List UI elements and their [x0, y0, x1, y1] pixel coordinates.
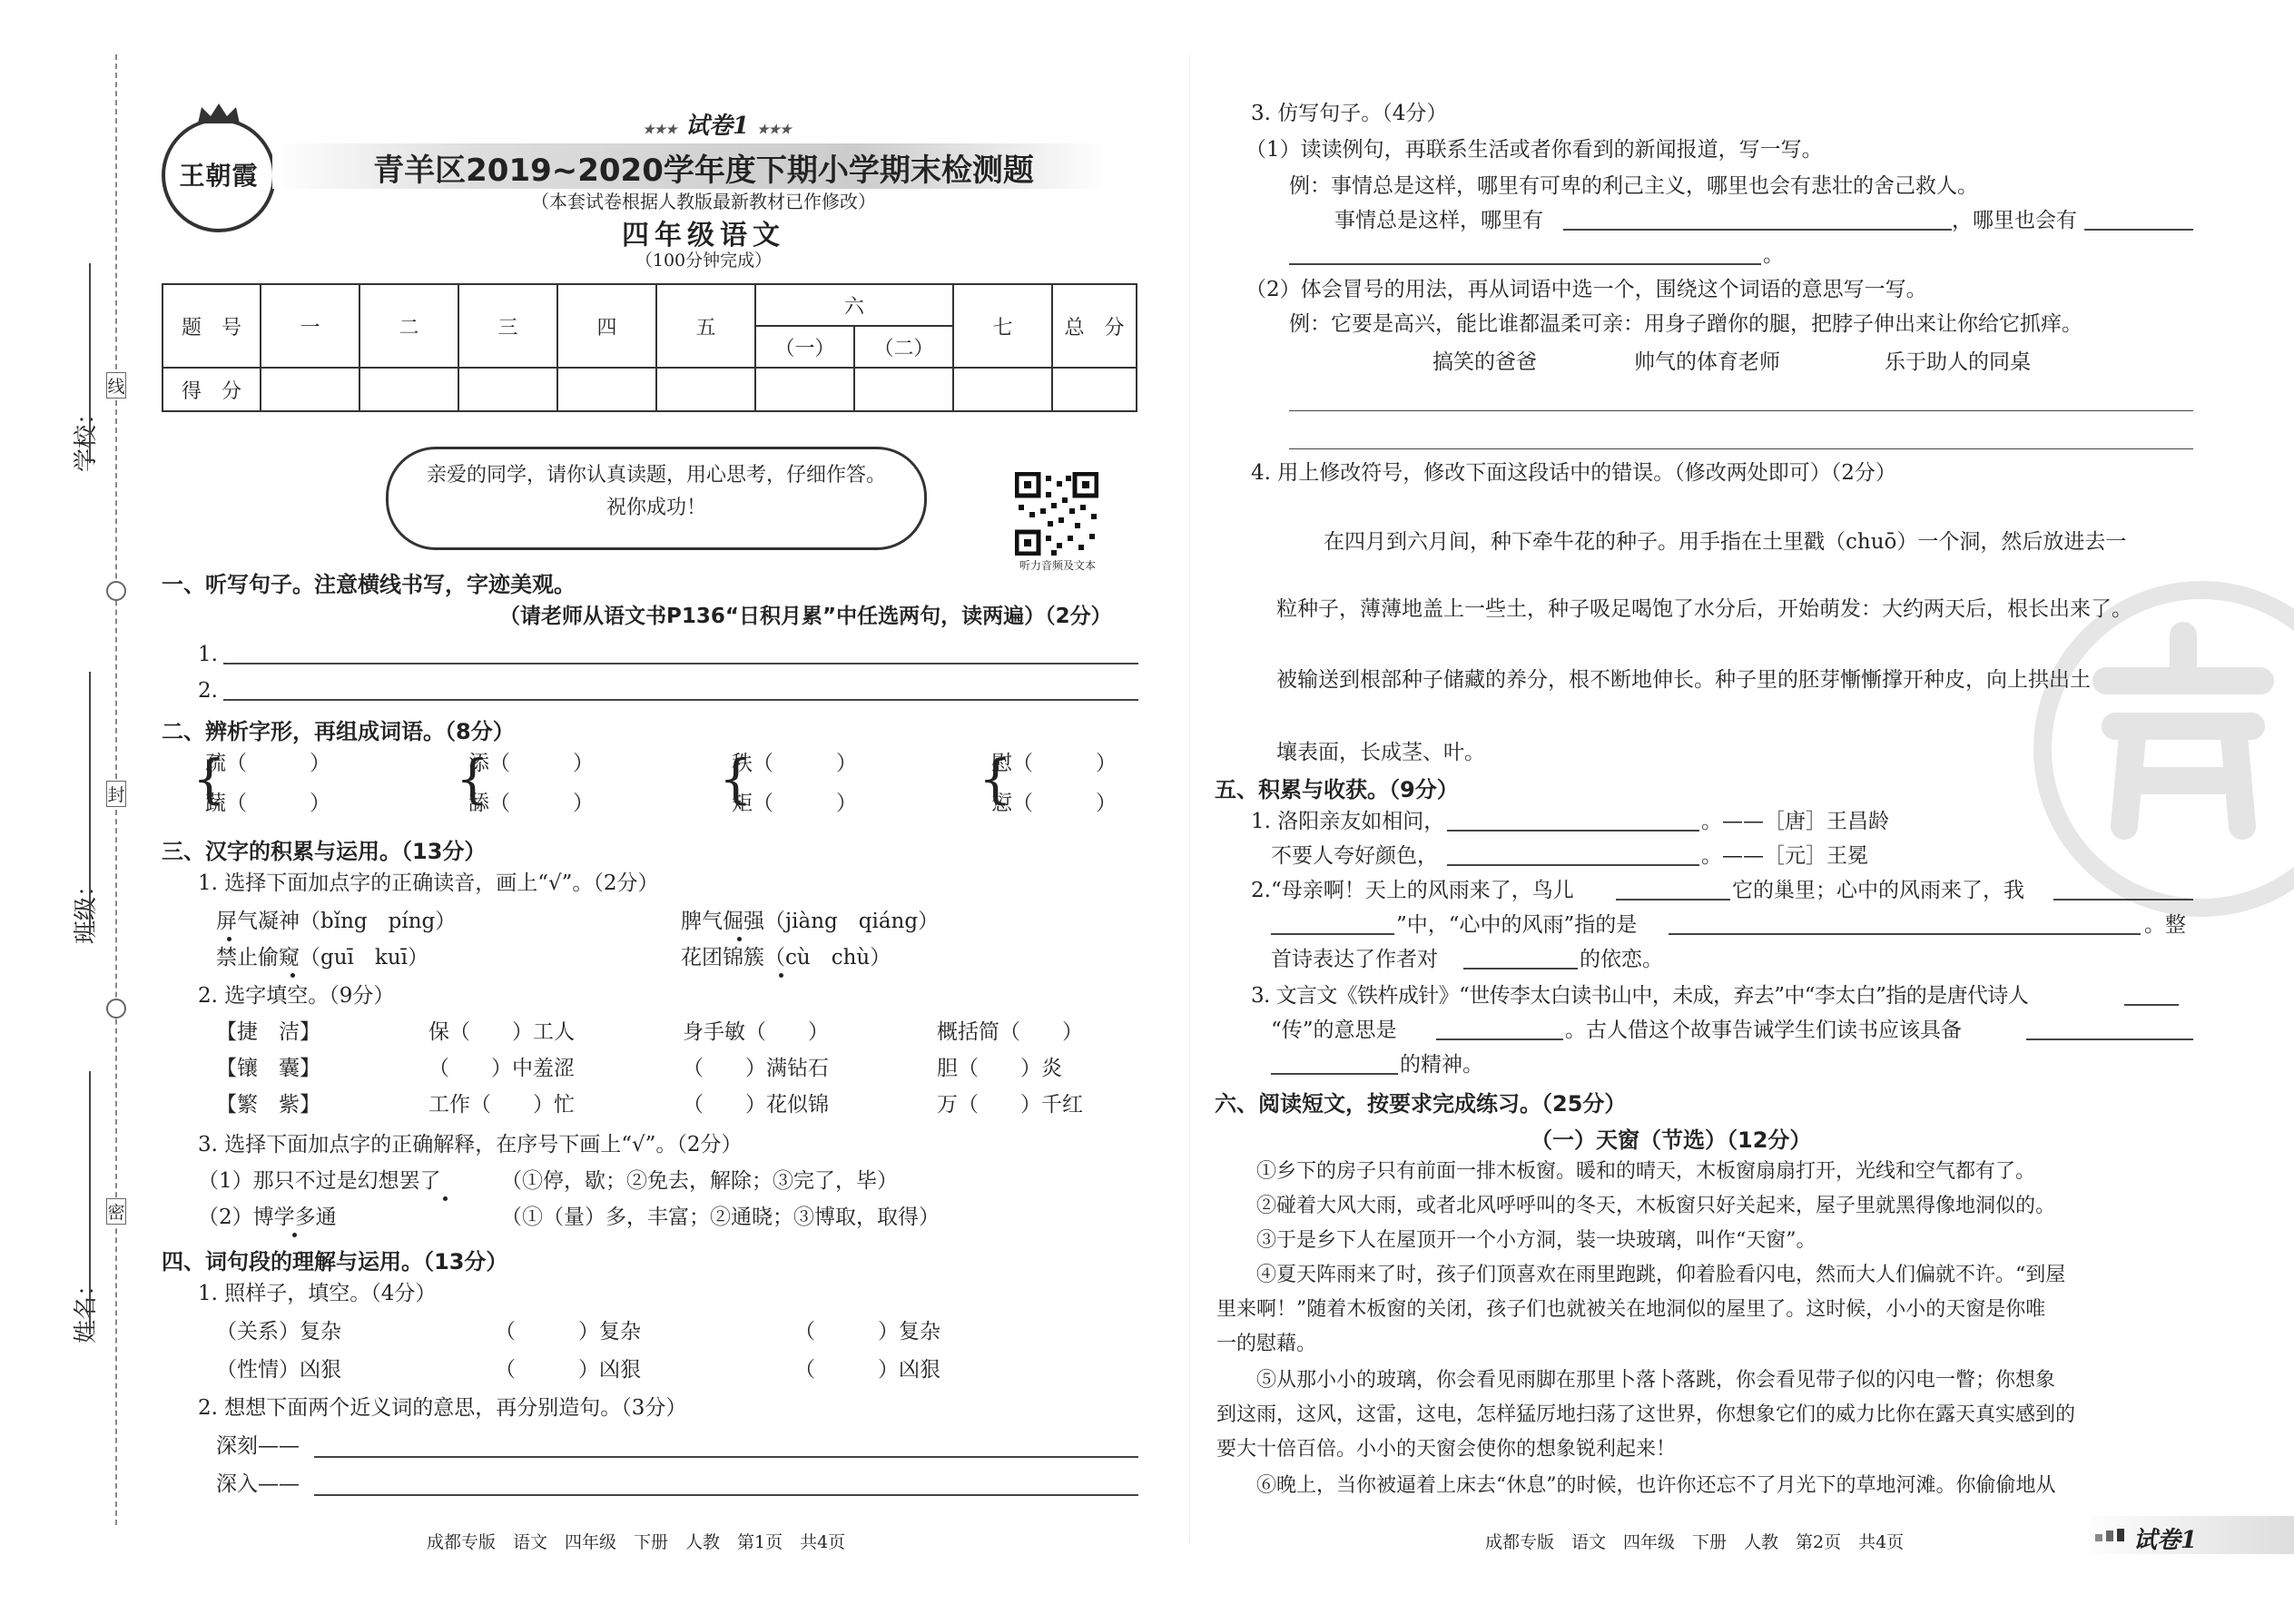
poem-blank-8[interactable]	[2124, 1004, 2179, 1006]
writing-line-2[interactable]	[1289, 448, 2193, 449]
poem-blank-3[interactable]	[1616, 899, 1730, 901]
reading-para: ①乡下的房子只有前面一排木板窗。暖和的晴天，木板窗扇扇打开，光线和空气都有了。	[1256, 1160, 2036, 1183]
s4r-q4: 4. 用上修改符号，修改下面这段话中的错误。（修改两处即可）（2分）	[1251, 461, 1896, 485]
emphasis-dot	[292, 1233, 297, 1237]
s5-q2b: 它的巢里；心中的风雨来了，我	[1732, 879, 2024, 902]
char-item[interactable]: 秩（ ）	[732, 752, 857, 775]
score-cell[interactable]	[261, 368, 359, 411]
fill-blank[interactable]: 身手敏（ ）	[683, 1020, 829, 1044]
reading-para: ④夏天阵雨来了时，孩子们顶喜欢在雨里跑跳，仰着脸看闪电，然而大人们偏就不许。“到屋	[1256, 1264, 2066, 1286]
s5-q1a-end: 。——［唐］王昌龄	[1701, 810, 1889, 833]
pinyin-item[interactable]: 屏气凝神（bǐng píng）	[216, 910, 457, 933]
s4r-q3-1-blank-b: ，哪里也会有	[1952, 209, 2077, 232]
section-6-title: 六、阅读短文，按要求完成练习。（25分）	[1215, 1091, 1627, 1117]
emphasis-dot	[227, 937, 231, 941]
revise-line-1[interactable]: 在四月到六月间，种下牵牛花的种子。用手指在土里戳（chuō）一个洞，然后放进去一	[1324, 530, 2127, 554]
s4-q1: 1. 照样子，填空。（4分）	[198, 1282, 437, 1305]
binding-ornament-icon	[106, 581, 126, 601]
writing-line-1[interactable]	[1289, 410, 2193, 411]
brace-icon: {	[192, 748, 226, 810]
s3-q1: 1. 选择下面加点字的正确读音，画上“√”。（2分）	[198, 871, 659, 895]
reading-para: ③于是乡下人在屋顶开一个小方洞，装一块玻璃，叫作“天窗”。	[1256, 1229, 1816, 1252]
pattern-blank[interactable]: （ ）凶狠	[794, 1358, 940, 1382]
footer-badge	[2079, 1516, 2294, 1554]
page-divider	[1189, 54, 1190, 1543]
page-footer-right: 成都专版 语文 四年级 下册 人教 第2页 共4页	[1485, 1532, 1905, 1552]
reading-para: ⑥晚上，当你被逼着上床去“休息”的时候，也许你还忘不了月光下的草地河滩。你偷偷地从	[1256, 1474, 2056, 1497]
s5-q3d: 的精神。	[1400, 1053, 1483, 1077]
binding-ornament-icon	[106, 999, 126, 1019]
dictation-item-2: 2.	[198, 679, 218, 703]
score-cell[interactable]	[458, 368, 557, 411]
logo-text: 王朝霞	[179, 161, 259, 191]
meaning-options[interactable]: （①（量）多，丰富；②通晓；③博取，取得）	[501, 1206, 940, 1229]
s5-q3b: “传”的意思是	[1271, 1019, 1397, 1042]
reading-para: 一的慰藉。	[1216, 1333, 1317, 1355]
pattern-blank[interactable]: （ ）复杂	[794, 1320, 940, 1343]
score-cell[interactable]	[854, 368, 953, 411]
section-3-title: 三、汉字的积累与运用。（13分）	[162, 839, 487, 864]
pattern-blank[interactable]: （ ）凶狠	[495, 1358, 641, 1382]
col-6-2: （二）	[854, 326, 953, 368]
word-option[interactable]: 乐于助人的同桌	[1885, 350, 2031, 374]
score-table	[162, 283, 1137, 412]
emphasis-dot	[779, 973, 783, 978]
s5-q2a: 2.“母亲啊！天上的风雨来了，鸟儿	[1251, 879, 1574, 902]
score-cell[interactable]	[656, 368, 755, 411]
fill-blank[interactable]: 保（ ）工人	[428, 1020, 575, 1044]
synonym-label: 深刻——	[216, 1434, 300, 1458]
qr-caption: 听力音频及文本	[1019, 559, 1096, 572]
poem-blank-11[interactable]	[1271, 1073, 1398, 1075]
s4r-q3-1-example: 例：事情总是这样，哪里有可卑的利己主义，哪里也会有悲壮的舍己救人。	[1289, 174, 1978, 198]
meaning-sentence: （1）那只不过是幻想罢了	[198, 1169, 441, 1193]
binding-mark-line: 线	[106, 372, 126, 399]
fill-row-1	[216, 1019, 320, 1046]
emphasis-dot	[443, 1196, 448, 1201]
reading-para: 要大十倍百倍。小小的天窗会使你的想象锐利起来！	[1216, 1438, 1677, 1461]
col-4: 四	[557, 284, 656, 368]
pinyin-item[interactable]: 花团锦簇（cù chù）	[681, 946, 891, 969]
s3-q2: 2. 选字填空。（9分）	[198, 984, 395, 1008]
poem-blank-9[interactable]	[1436, 1038, 1563, 1040]
score-cell[interactable]	[359, 368, 458, 411]
col-5: 五	[656, 284, 755, 368]
row-label-question: 题 号	[162, 284, 261, 368]
char-item[interactable]: 慰（ ）	[991, 752, 1117, 775]
greeting-line-1: 亲爱的同学，请你认真读题，用心思考，仔细作答。	[426, 464, 886, 487]
s4-q2: 2. 想想下面两个近义词的意思，再分别造句。（3分）	[198, 1396, 687, 1420]
col-1: 一	[261, 284, 359, 368]
section-1-title: 一、听写句子。注意横线书写，字迹美观。	[162, 572, 576, 597]
col-7: 七	[953, 284, 1052, 368]
exam-note: （本套试卷根据人教版最新教材已作修改）	[531, 191, 876, 212]
imitate-blank-3[interactable]	[1289, 263, 1761, 265]
fill-blank[interactable]: 工作（ ）忙	[428, 1093, 575, 1117]
poem-blank-1[interactable]	[1447, 830, 1699, 832]
synonym-label: 深入——	[216, 1472, 300, 1496]
star-icon: ★★★	[643, 123, 677, 137]
s4r-q3-1-blank-a: 事情总是这样，哪里有	[1334, 209, 1543, 232]
school-underline	[89, 263, 91, 463]
score-cell[interactable]	[953, 368, 1052, 411]
col-total: 总 分	[1052, 284, 1137, 368]
section-5-title: 五、积累与收获。（9分）	[1215, 777, 1459, 802]
char-item[interactable]: 愆（ ）	[991, 792, 1117, 815]
s5-q1a: 1. 洛阳亲友如相问，	[1251, 810, 1445, 833]
qr-code-icon[interactable]	[1015, 472, 1098, 556]
col-6-1: （一）	[755, 326, 854, 368]
char-item[interactable]: 矩（ ）	[732, 792, 857, 815]
poem-blank-7[interactable]	[1463, 968, 1578, 969]
poem-blank-2[interactable]	[1447, 864, 1699, 866]
fill-blank[interactable]: （ ）花似锦	[683, 1093, 829, 1117]
reading-para: 里来啊！”随着木板窗的关闭，孩子们也就被关在地洞似的屋里了。这时候，小小的天窗是你唯	[1216, 1298, 2046, 1321]
brace-icon: {	[979, 748, 1012, 810]
reading-para: ②碰着大风大雨，或者北风呼呼叫的冬天，木板窗只好关起来，屋子里就黑得像地洞似的。	[1256, 1195, 2056, 1217]
pattern-example: （关系）复杂	[216, 1320, 341, 1343]
brace-icon: {	[456, 748, 489, 810]
binding-mark-secret: 密	[106, 1198, 126, 1225]
s5-q2d: 。整	[2144, 913, 2186, 937]
s5-q2c: ”中，“心中的风雨”指的是	[1396, 913, 1638, 937]
dictation-line-1[interactable]	[223, 663, 1138, 664]
meaning-options[interactable]: （①停，歇；②免去，解除；③完了，毕）	[501, 1169, 898, 1193]
imitate-blank-2[interactable]	[2084, 229, 2193, 231]
poem-blank-4[interactable]	[2053, 899, 2193, 901]
score-cell[interactable]	[1052, 368, 1137, 411]
greeting-line-2: 祝你成功！	[605, 497, 706, 519]
col-6: 六	[755, 284, 953, 326]
watermark-seal-icon	[2033, 581, 2294, 917]
dictation-item-1: 1.	[198, 643, 218, 666]
reading-para: ⑤从那小小的玻璃，你会看见雨脚在那里卜落卜落跳，你会看见带子似的闪电一瞥；你想象	[1256, 1369, 2056, 1392]
fill-blank[interactable]: 概括简（ ）	[937, 1020, 1083, 1044]
s5-q2f: 的依恋。	[1580, 948, 1663, 971]
school-label: 学校：	[73, 400, 100, 472]
dictation-line-2[interactable]	[223, 699, 1138, 701]
logo-crown-icon	[196, 102, 241, 125]
duration: （100分钟完成）	[635, 251, 773, 271]
poem-blank-6[interactable]	[1669, 933, 2141, 935]
s5-q3a: 3. 文言文《铁杵成针》“世传李太白读书山中，未成，弃去”中“李太白”指的是唐代诗人	[1251, 984, 2029, 1008]
pinyin-item[interactable]: 脾气倔强（jiàng qiáng）	[681, 910, 940, 933]
publisher-logo	[162, 118, 276, 232]
pattern-blank[interactable]: （ ）复杂	[495, 1320, 641, 1343]
exam-title: 青羊区2019~2020学年度下期小学期末检测题	[373, 153, 1034, 189]
meaning-sentence: （2）博学多通	[198, 1206, 337, 1229]
row-label-score: 得 分	[162, 368, 261, 411]
fill-blank[interactable]: （ ）满钻石	[683, 1057, 829, 1080]
brace-icon: {	[719, 748, 753, 810]
fill-blank[interactable]: （ ）中羞涩	[428, 1057, 575, 1080]
fill-row-3: 【繁 紫】	[216, 1093, 320, 1117]
revise-line-2[interactable]: 粒种子，薄薄地盖上一些土，种子吸足喝饱了水分后，开始萌发：大约两天后，根长出来了。	[1276, 597, 2132, 621]
section-1-note: （请老师从语文书P136“日积月累”中任选两句，读两遍）（2分）	[499, 605, 1112, 628]
s4r-q3-2-example: 例：它要是高兴，能比谁都温柔可亲：用身子蹭你的腿，把脖子伸出来让你给它抓痒。	[1289, 312, 2082, 336]
word-option[interactable]: 搞笑的爸爸	[1433, 350, 1537, 374]
poem-blank-5[interactable]	[1271, 933, 1394, 935]
s5-q1b-end: 。——［元］王冕	[1701, 844, 1868, 868]
score-cell[interactable]	[755, 368, 854, 411]
emphasis-dot	[290, 973, 295, 978]
s4r-q3: 3. 仿写句子。（4分）	[1251, 102, 1448, 125]
section-2-title: 二、辨析字形，再组成词语。（8分）	[162, 719, 515, 744]
word-option[interactable]: 帅气的体育老师	[1634, 350, 1780, 374]
synonym-line-2[interactable]	[314, 1494, 1138, 1496]
name-label: 姓名：	[73, 1272, 100, 1343]
greeting-cloud	[386, 447, 927, 550]
class-label: 班级：	[73, 872, 100, 944]
char-item[interactable]: 疏（ ）	[205, 752, 330, 775]
char-item[interactable]: 蔬（ ）	[205, 792, 330, 815]
class-underline	[89, 672, 91, 935]
pinyin-item[interactable]: 禁止偷窥（guī kuī）	[216, 946, 428, 969]
star-icon: ★★★	[757, 123, 792, 137]
poem-blank-10[interactable]	[2026, 1038, 2193, 1040]
s5-q1b: 不要人夸好颜色，	[1271, 844, 1438, 868]
subject-title: 四年级语文	[622, 220, 785, 251]
emphasis-dot	[737, 937, 742, 941]
char-item[interactable]: 舔（ ）	[468, 792, 594, 815]
col-2: 二	[359, 284, 458, 368]
series-label: ★★★ 试卷1 ★★★	[643, 113, 792, 140]
pattern-example: （性情）凶狠	[216, 1358, 341, 1382]
s4r-q3-1-end: 。	[1763, 243, 1784, 267]
fill-blank[interactable]: 胆（ ）炎	[937, 1057, 1062, 1080]
s3-q3: 3. 选择下面加点字的正确解释，在序号下画上“√”。（2分）	[198, 1133, 743, 1156]
s4r-q3-2: （2）体会冒号的用法，再从词语中选一个，围绕这个词语的意思写一写。	[1245, 278, 1927, 301]
s5-q2e: 首诗表达了作者对	[1271, 948, 1438, 971]
imitate-blank-1[interactable]	[1563, 229, 1952, 231]
badge-squares-icon	[2095, 1529, 2126, 1543]
synonym-line-1[interactable]	[314, 1456, 1138, 1458]
s5-q3c: 。古人借这个故事告诫学生们读书应该具备	[1565, 1019, 1962, 1042]
score-cell[interactable]	[557, 368, 656, 411]
fill-row-2: 【镶 囊】	[216, 1057, 320, 1080]
reading-subtitle: （一）天窗（节选）（12分）	[1531, 1127, 1812, 1153]
page-footer-left: 成都专版 语文 四年级 下册 人教 第1页 共4页	[427, 1532, 846, 1552]
fill-blank[interactable]: 万（ ）千红	[937, 1093, 1083, 1117]
revise-line-3[interactable]: 被输送到根部种子储藏的养分，根不断地伸长。种子里的胚芽慚慚撑开种皮，向上拱出土	[1276, 668, 2091, 692]
name-underline	[89, 1071, 91, 1334]
badge-text: 试卷1	[2133, 1527, 2198, 1554]
binding-mark-seal: 封	[106, 781, 126, 807]
s4r-q3-1: （1）读读例句，再联系生活或者你看到的新闻报道，写一写。	[1245, 138, 1823, 162]
fill-options: 【捷 洁】	[216, 1020, 320, 1044]
char-item[interactable]: 添（ ）	[468, 752, 594, 775]
revise-line-4[interactable]: 壤表面，长成茎、叶。	[1276, 741, 1485, 764]
col-3: 三	[458, 284, 557, 368]
section-4-title: 四、词句段的理解与运用。（13分）	[162, 1249, 508, 1275]
reading-para: 到这雨，这风，这雷，这电，怎样猛厉地扫荡了这世界，你想象它们的威力比你在露天真实感到的	[1216, 1403, 2076, 1426]
